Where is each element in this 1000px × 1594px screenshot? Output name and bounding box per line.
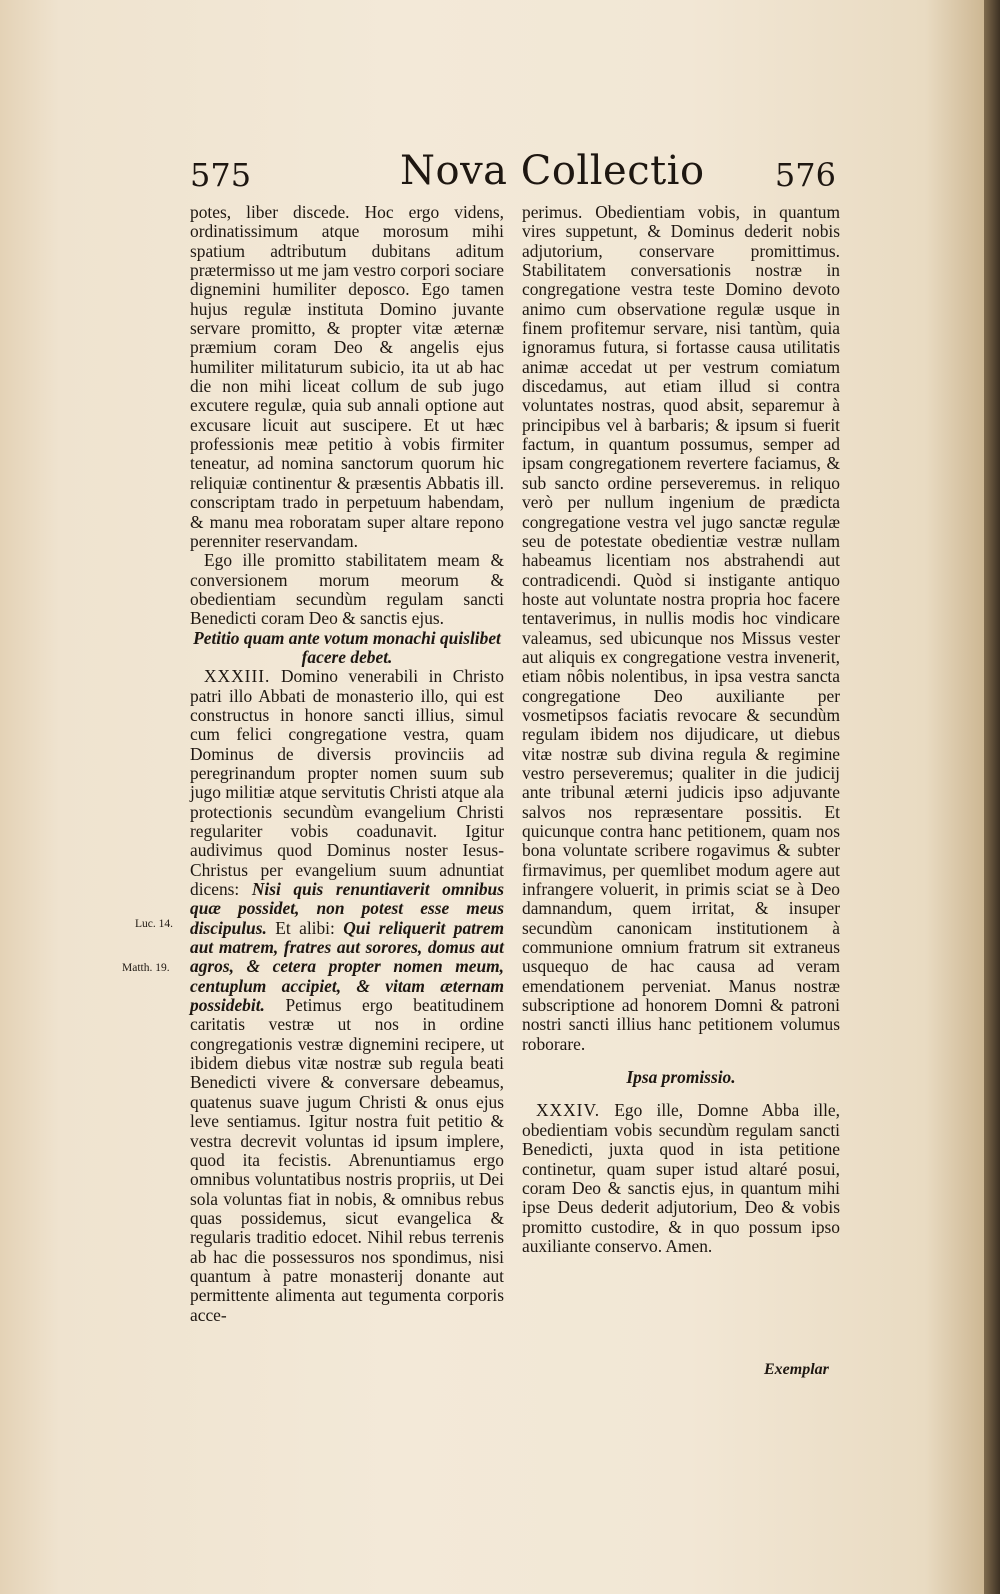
spacer [522,1054,840,1068]
margin-note: Matth. 19. [122,962,170,974]
spacer [522,1087,840,1101]
scripture-quote: Nisi quis renuntiaverit omnibus quæ possidet, non potest esse meus discipulus. [190,879,504,938]
paragraph [522,1101,840,1256]
paragraph-text: Domino venerabili in Christo patri illo Abbati de monasterio illo, qui est constructus in honore sancti illius, simul cum felici congregatione vestra, quam Dominus de diversis provinciis ad peregrinandum propter nomen suum sub jugo militiæ atque servitutis Christi atque ala protectionis secundùm evangelium Christi regulariter vobis coadunavit. Igitur audivimus quod Dominus noster Iesus-Christus per evangelium suum adnuntiat dicens: [190,666,504,900]
scripture-quote: Qui reliquerit patrem aut matrem, fratres aut sorores, domus aut agros, & cetera propter nomen meum, centuplum accipiet, & vitam æternam possidebit. [190,917,504,1016]
right-column [522,203,840,1256]
page-number-right: 576 [774,156,836,194]
margin-note: Luc. 14. [135,918,174,930]
paragraph: Ego ille promitto stabilitatem meam & conversionem morum meorum & obedientiam secundùm regulam sancti Benedicti coram Deo & sanctis ejus. [190,550,504,629]
paragraph-text: Ego ille, Domne Abba ille, obedientiam vobis secundùm regulam sancti Benedicti, juxta quod in ista petitione continetur, quam super istud altaré posui, coram Deo & sanctis ejus, in quantum mihi ipse Deus dederit adjutorium, Deo & vobis promitto custodire, & in quo possum ipso auxiliante conservo. Amen. [522,1100,840,1256]
book-edge-shadow [984,0,1000,1594]
page-number-left: 575 [190,156,252,194]
paragraph-text: Et alibi: [275,917,335,938]
paragraph: potes, liber discede. Hoc ergo videns, ordinatissimum atque morosum mihi spatium adtributum dubitans aditum prætermisso ut me jam vestro corpori sociare dignemini humiliter deposco. Ego tamen hujus regulæ instituta Domino juvante servare promitto, & propter vitæ æternæ præmium coram Deo & angelis ejus humiliter militaturum subicio, ita ut ab hac die non mihi liceat collum de sub jugo excutere regulæ, quia sub annali optione aut excusare licuit aut suscipere. Et ut hæc professionis meæ petitio à vobis firmiter teneatur, ad nomina sanctorum quorum hic reliquiæ continentur & præsentis Abbatis ill. conscriptam trado in perpetuum habendam, & manu mea roboratam super altare repono perenniter reservandam. [190,202,504,551]
section-number: XXXIV. [536,1100,601,1121]
catchword: Exemplar [764,1361,829,1378]
running-title: Nova Collectio [400,148,705,194]
paragraph: perimus. Obedientiam vobis, in quantum vires suppetunt, & Dominus dederit nobis adjutorium, conservare promittimus. Stabilitatem conversationis nostræ in congregatione vestra teste Domino devoto animo cum observatione regulæ usque in finem profitemur servare, nisi tantùm, quia ignoramus futura, si fortasse causa utilitatis animæ accedat ut per vestrum comiatum discedamus, aut etiam illud si contra voluntates nostras, quod absit, separemur à principibus vel à barbaris; & ipsum si fuerit factum, in quantum possumus, semper ad ipsam congregationem revertere faciamus, & sub sancto ordine perseveremus. in reliquo verò per nullum ingenium de prædicta congregatione vestra vel jugo sanctæ regulæ seu de potestate obedientiæ vestræ nullam habeamus licentiam nos abstrahendi aut contradicendi. Quòd si instigante antiquo hoste aut voluntate nostra propria hoc facere tentaverimus, in nullis modis hoc vindicare valeamus, sed ubicunque nos Missus vester aut aliquis ex congregatione vestra invenerit, etiam nôbis nolentibus, in ipsa vestra sancta congregatione Deo auxiliante per vosmetipsos faciatis revocare & secundùm regulam ibidem nos dijudicare, ut diebus vitæ nostræ sub divina regula & regimine vestro perseveremus; qualiter in die judicij ante tribunal æterni judicis ipso adjuvante salvos nos repræsentare possitis. Et quicunque contra hanc petitionem, quam nos bona voluntate scribere rogavimus & subter firmavimus, per quemlibet modum agere aut infrangere voluerit, in primis sciat se à Deo damnandum, quem irritat, & insuper secundùm canonicam institutionem à communione omnium fratrum sit extraneus usquequo de hac causa ad veram emendationem perveniat. Manus nostræ subscriptione ad honorem Domni & patroni nostri sancti illius hanc petitionem volumus roborare. [522,202,840,1054]
section-heading: Ipsa promissio. [626,1067,736,1088]
paragraph-text: Petimus ergo beatitudinem caritatis vestræ ut nos in ordine congregationis vestræ dignemini recipere, ut ibidem diebus vitæ nostræ sub regula beati Benedicti vivere & conversare debeamus, quatenus suave jugum Christi & onus ejus leve sentiamus. Igitur nostra fuit petitio & vestra decrevit voluntas id ipsum implere, quod ita fecistis. Abrenuntiamus ergo omnibus voluntatibus nostris propriis, ut Dei sola voluntas fiat in nobis, & omnibus rebus quas possidemus, sicut evangelica & regularis traditio edocet. Nihil rebus terrenis ab hac die possessuros nos spondimus, nisi quantum à patre monasterij donante aut permittente alimenta aut tegumenta corporis acce- [190,995,504,1325]
section-heading: Petitio quam ante votum monachi quislibet [193,627,501,648]
paragraph [190,667,504,1325]
section-heading-continued: facere debet. [301,646,393,667]
running-header [190,148,840,198]
section-number: XXXIII. [204,666,271,687]
left-column [190,203,504,1325]
